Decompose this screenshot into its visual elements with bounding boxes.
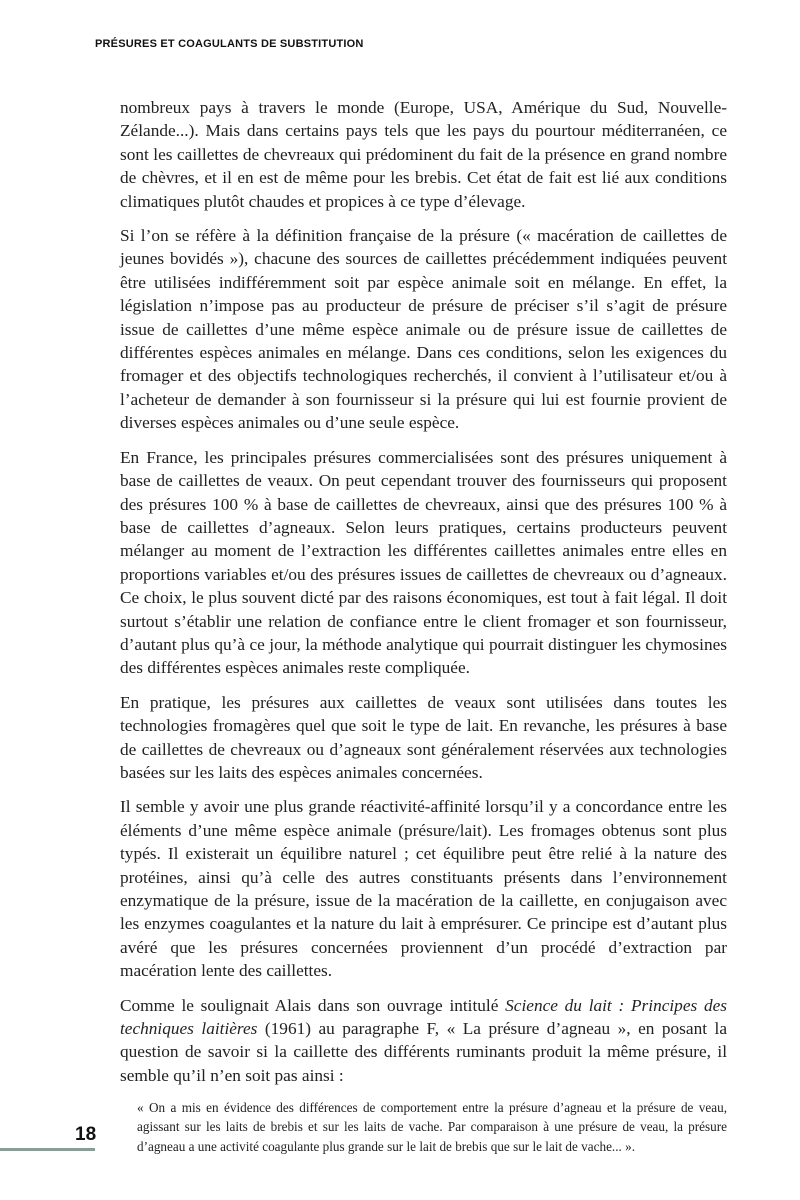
paragraph: nombreux pays à travers le monde (Europe, USA, Amérique du Sud, Nouvelle-Zélande...). Mais dans certains pays tels que les pays du pourtour méditerranéen, ce sont les caillettes de chevreaux qui prédominent du fait de la présence en grand nombre de chèvres, et il en est de même pour les brebis. Cet état de fait est lié aux conditions climatiques plutôt chaudes et propices à ce type d’élevage. xyxy=(120,98,727,211)
page-number: 18 xyxy=(75,1124,97,1145)
running-head: PRÉSURES ET COAGULANTS DE SUBSTITUTION xyxy=(95,38,364,50)
citation-paragraph xyxy=(120,994,727,1088)
citation-text-after: (1961) au paragraphe F, « La présure d’agneau », en posant la question de savoir si la caillette des différents ruminants produit la même présure, il semble qu’il n’en soit pas ainsi : xyxy=(120,1019,727,1085)
paragraph: En pratique, les présures aux caillettes de veaux sont utilisées dans toutes les technologies fromagères quel que soit le type de lait. En revanche, les présures à base de caillettes de chevreaux ou d’agneaux sont généralement réservées aux technologies basées sur les laits des espèces animales concernées. xyxy=(120,692,727,782)
citation-text-before: Comme le soulignait Alais dans son ouvrage intitulé xyxy=(120,995,506,1015)
paragraph: En France, les principales présures commercialisées sont des présures uniquement à base de caillettes de veaux. On peut cependant trouver des fournisseurs qui proposent des présures 100 % à base de caillettes de chevreaux, ainsi que des présures 100 % à base de caillettes d’agneaux. Selon leurs pratiques, certains producteurs peuvent mélanger au moment de l’extraction les différentes caillettes animales entre elles en proportions variables et/ou des présures issues de caillettes de chevreaux ou d’agneaux. Ce choix, le plus souvent dicté par des raisons économiques, est tout à fait légal. Il doit surtout s’établir une relation de confiance entre le client fromager et son fournisseur, d’autant plus qu’à ce jour, la méthode analytique qui pourrait distinguer les chymosines des différentes espèces animales reste compliquée. xyxy=(120,447,727,678)
paragraph: Il semble y avoir une plus grande réactivité-affinité lorsqu’il y a concordance entre les éléments d’une même espèce animale (présure/lait). Les fromages obtenus sont plus typés. Il existerait un équilibre naturel ; cet équilibre peut être relié à la nature des protéines, ainsi qu’à celle des autres constituants présents dans l’environnement enzymatique de la présure, issue de la macération de la caillette, en conjugaison avec les enzymes coagulantes et la nature du lait à emprésurer. Ce principe est d’autant plus avéré que les présures concernées proviennent d’un procédé d’extraction par macération lente des caillettes. xyxy=(120,797,727,981)
book-title: Science du lait : Principes des techniques laitières xyxy=(120,995,727,1039)
paragraph: Si l’on se réfère à la définition française de la présure (« macération de caillettes de jeunes bovidés »), chacune des sources de caillettes précédemment indiquées peuvent être utilisées indifféremment soit par espèce animale soit en mélange. En effet, la législation n’impose pas au producteur de présure de préciser s’il s’agit de présure issue de caillettes d’une même espèce animale ou de présure issue de caillettes de différentes espèces animales en mélange. Dans ces conditions, selon les exigences du fromager et des objectifs technologiques recherchés, il convient à l’utilisateur et/ou à l’acheteur de demander à son fournisseur si la présure qui lui est fournie provient de diverses espèces animales ou d’une seule espèce. xyxy=(120,226,727,433)
block-quote: « On a mis en évidence des différences de comportement entre la présure d’agneau et la présure de veau, agissant sur les laits de brebis et sur les laits de vache. Par comparaison à une présure de veau, la présure d’agneau a une activité coagulante plus grande sur le lait de brebis que sur le lait de vache... ». xyxy=(137,1100,727,1154)
page-number-rule xyxy=(0,1148,95,1151)
body-text xyxy=(120,96,727,1156)
